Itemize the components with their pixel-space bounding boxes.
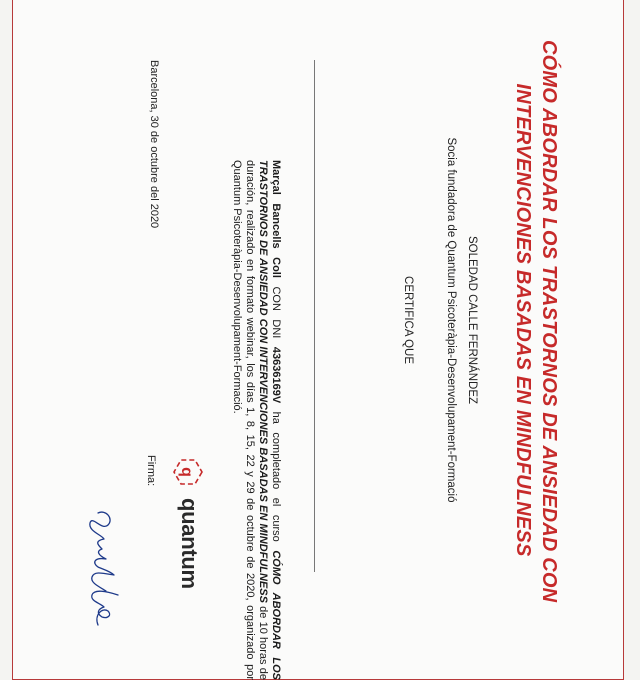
certificate-title	[510, 40, 562, 603]
recipient-name: Marçal Bancells Coll	[270, 160, 282, 278]
title-line-1: CÓMO ABORDAR LOS TRASTORNOS DE ANSIEDAD CON	[538, 40, 560, 603]
dni-prefix: CON DNI	[270, 277, 282, 347]
signature-label: Firma:	[145, 455, 157, 487]
signer-name: SOLEDAD CALLE FERNÁNDEZ	[466, 235, 478, 405]
dni-number: 43636169V	[270, 346, 282, 404]
course-name: CÓMO ABORDAR LOS TRASTORNOS DE ANSIEDAD CON INTERVENCIONES BASADAS EN MINDFULNESS	[257, 160, 282, 680]
divider-line	[314, 60, 315, 572]
hexagon-logo-icon	[172, 456, 204, 488]
handwritten-signature-icon	[80, 505, 128, 635]
signer-block	[442, 60, 480, 580]
place-date: Barcelona, 30 de octubre del 2020	[148, 60, 160, 229]
course-details: de 10 horas de duración, realizado en formato webinar, los días 1, 8, 15, 22 y 29 de octubre de 2020, organizado por Quantum Psicoteràpia-Desenvolupament-Formació.	[231, 160, 269, 680]
title-line-2: INTERVENCIONES BASADAS EN MINDFULNESS	[512, 83, 534, 557]
signer-role: Socia fundadora de Quantum Psicoteràpia-Desenvolupament-Formació	[445, 137, 457, 503]
logo-wordmark: quantum	[177, 498, 202, 589]
quantum-logo	[164, 456, 204, 626]
completed-text: ha completado el curso	[270, 403, 282, 551]
certificate-body	[230, 160, 282, 680]
logo-mark-letter: q	[178, 467, 195, 477]
certifies-text: CERTIFICA QUE	[402, 276, 414, 364]
